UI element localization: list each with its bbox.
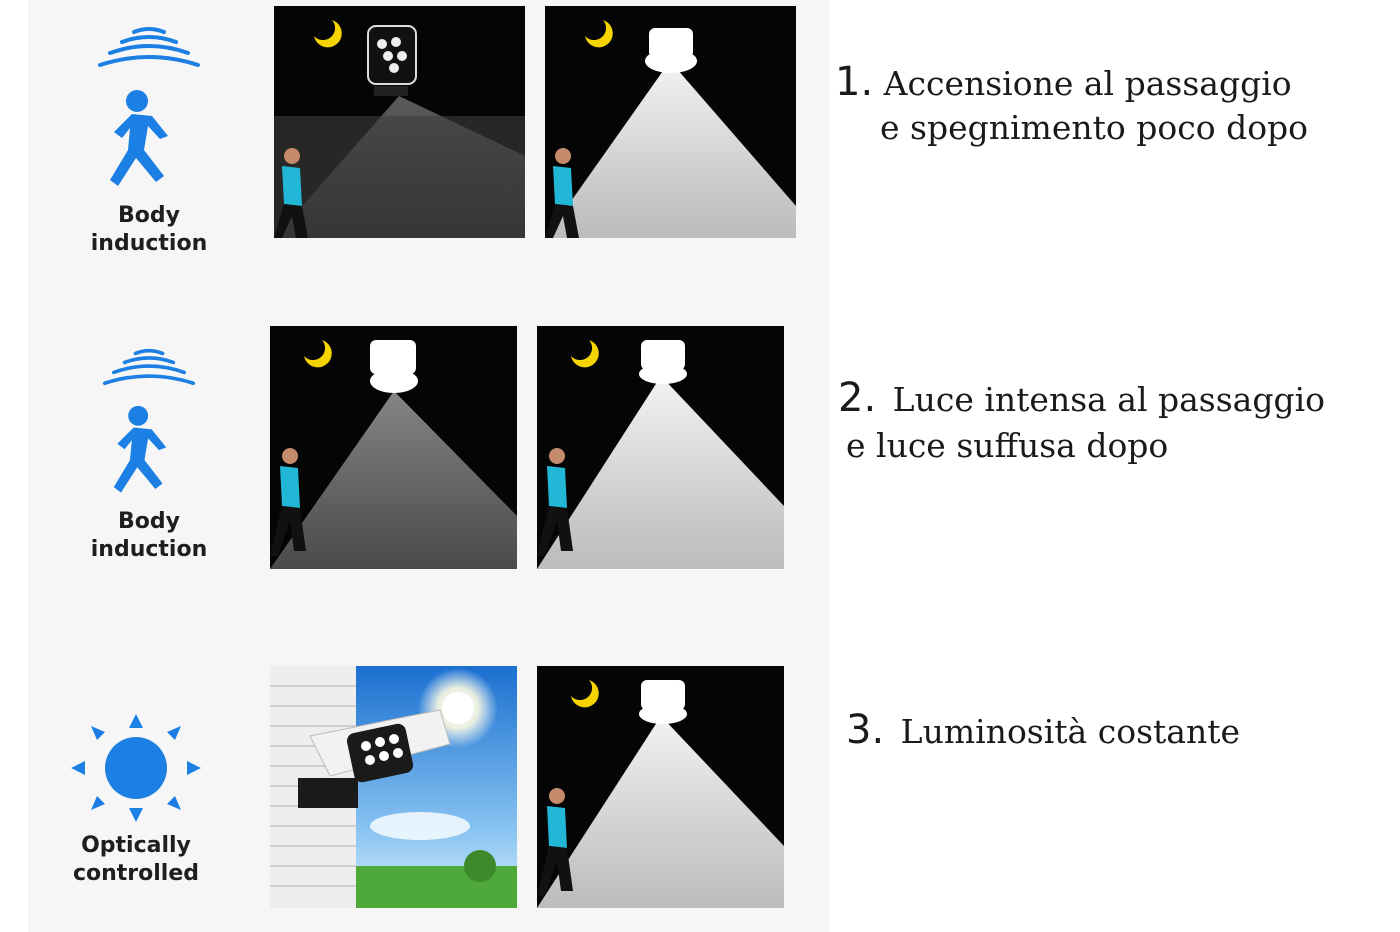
sun-icon <box>71 714 201 822</box>
lamp-on-night-photo <box>545 6 796 238</box>
caption-number: 1. <box>835 59 874 105</box>
caption-3 <box>846 706 1240 756</box>
lamp-constant-photo <box>537 666 784 908</box>
mode-3 <box>48 714 224 888</box>
caption-line1: Luminosità costante <box>900 712 1240 751</box>
mode-1 <box>58 26 240 258</box>
caption-1 <box>835 58 1292 108</box>
motion-sensor-person-icon <box>94 26 204 192</box>
mode-2 <box>58 348 240 564</box>
caption-number: 2. <box>838 375 877 421</box>
caption-line1: Accensione al passaggio <box>883 64 1292 103</box>
caption-1-line2: e spegnimento poco dopo <box>880 108 1309 147</box>
caption-2 <box>838 374 1325 424</box>
caption-number: 3. <box>846 707 885 753</box>
mode-label: Body induction <box>90 509 208 562</box>
lamp-off-night-photo <box>274 6 525 238</box>
lamp-dim-photo <box>537 326 784 569</box>
motion-sensor-person-icon <box>99 348 199 498</box>
lamp-daylight-photo <box>270 666 517 908</box>
mode-label: Body induction <box>90 203 208 256</box>
caption-line1: Luce intensa al passaggio <box>892 380 1326 419</box>
lamp-bright-photo <box>270 326 517 569</box>
mode-label: Optically controlled <box>72 833 200 886</box>
caption-2-line2: e luce suffusa dopo <box>846 426 1169 465</box>
